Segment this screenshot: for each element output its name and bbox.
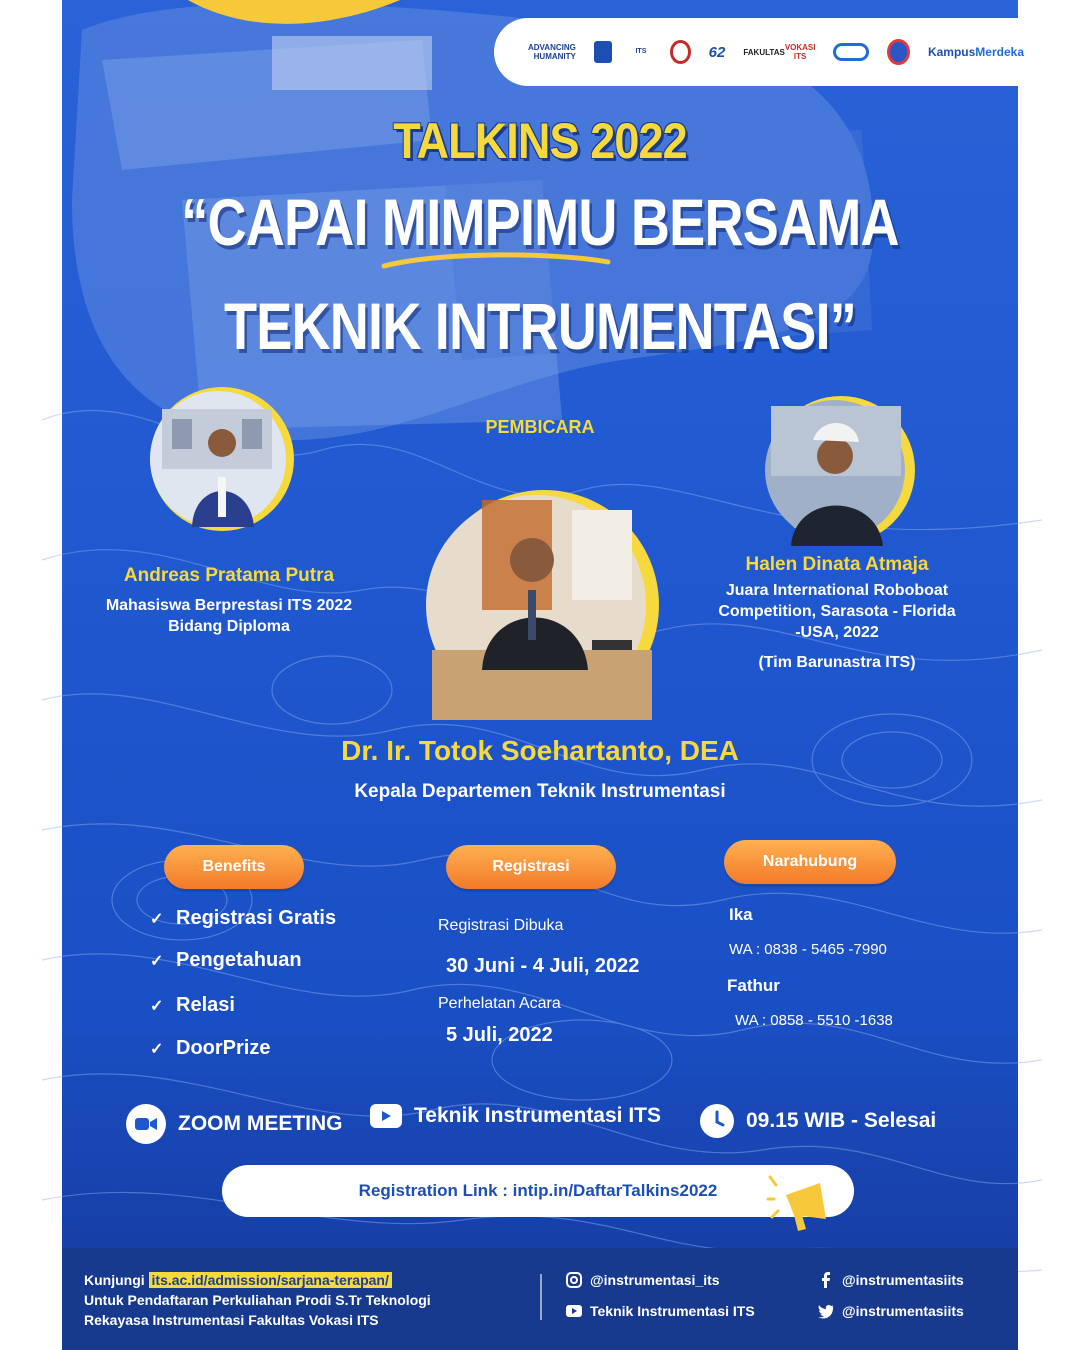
twitter-label: @instrumentasiits [842,1303,964,1319]
speaker-photo-halen [761,396,913,546]
registration-header: Registrasi [446,845,616,889]
speaker-team-halen: (Tim Barunastra ITS) [758,654,916,671]
benefit-label: Registrasi Gratis [176,907,337,929]
checkmark-icon: ✓ [150,1040,164,1058]
event-title: TALKINS 2022 [393,113,687,169]
speaker-role-halen [682,580,992,643]
youtube-icon [370,1104,402,1128]
fakultas-vokasi-logo: FAKULTAS VOKASI ITS [743,43,816,61]
headline-line-2: TEKNIK INTRUMENTASI” [223,289,857,363]
benefits-header: Benefits [164,845,304,889]
twitter-handle[interactable] [818,1303,964,1319]
footer-line: Rekayasa Instrumentasi Fakultas Vokasi ITS [84,1312,379,1328]
event-date-label: Perhelatan Acara [438,995,561,1012]
facebook-label: @instrumentasiits [842,1272,964,1288]
contact-name-ika: Ika [729,905,753,924]
youtube-icon [566,1303,582,1319]
facebook-icon [818,1272,834,1288]
megaphone-icon [768,1175,840,1237]
benefit-label: DoorPrize [176,1037,271,1059]
footer-visit-prefix: Kunjungi [84,1272,145,1288]
speaker-role-line: Competition, Sarasota - Florida [718,603,956,620]
headline-underline-swoosh [380,250,612,270]
instagram-handle[interactable] [566,1272,720,1288]
instagram-icon [566,1272,582,1288]
footer-admission-info [84,1270,431,1330]
facebook-handle[interactable] [818,1272,964,1288]
speaker-role-andreas [82,595,376,637]
speaker-name-andreas: Andreas Pratama Putra [123,565,335,586]
contact-wa-fathur: WA : 0858 - 5510 -1638 [735,1012,893,1029]
checkmark-icon: ✓ [150,997,164,1015]
instrumentasi-logo-icon [833,43,869,61]
its-logo-text: ITS [635,48,647,55]
time-info [700,1104,936,1138]
youtube-info [370,1104,661,1128]
speaker-role-line: Mahasiswa Berprestasi ITS 2022 [105,597,353,614]
benefit-item [150,949,302,972]
kampus-merdeka-logo: Kampus Merdeka [927,44,1024,59]
time-label: 09.15 WIB - Selesai [746,1109,937,1132]
speaker-role-totok: Kepala Departemen Teknik Instrumentasi [354,781,726,802]
instagram-label: @instrumentasi_its [590,1272,720,1288]
benefit-item [150,907,336,930]
checkmark-icon: ✓ [150,952,164,970]
footer-divider [540,1274,542,1320]
speaker-name-totok: Dr. Ir. Totok Soehartanto, DEA [341,735,739,766]
benefit-item [150,994,235,1017]
advancing-humanity-logo: ADVANCING HUMANITY [528,43,576,61]
poster [62,0,1024,1350]
ormawa-logo-icon [670,40,691,64]
youtube-label: Teknik Instrumentasi ITS [414,1104,662,1127]
speaker-photo-andreas [142,389,308,529]
clock-icon [700,1104,734,1138]
footer-admission-link[interactable]: its.ac.id/admission/sarjana-terapan/ [149,1272,392,1288]
registration-open-dates: 30 Juni - 4 Juli, 2022 [446,955,640,977]
footer [62,1248,1018,1350]
footer-line: Untuk Pendaftaran Perkuliahan Prodi S.Tr Teknologi [84,1292,431,1308]
contact-header: Narahubung [724,840,896,884]
speakers-label: PEMBICARA [485,417,595,437]
youtube-channel-label: Teknik Instrumentasi ITS [590,1303,755,1319]
headline-line-1: “CAPAI MIMPIMU BERSAMA [181,185,899,259]
twitter-icon [818,1303,834,1319]
benefit-label: Relasi [176,994,235,1016]
event-date: 5 Juli, 2022 [446,1024,553,1046]
speaker-role-line: -USA, 2022 [795,624,879,641]
speaker-role-line: Juara International Roboboat [725,582,949,599]
registration-link[interactable]: Registration Link : intip.in/DaftarTalkins2022 [222,1165,854,1217]
speaker-role-line: Bidang Diploma [168,618,290,635]
benefit-item [150,1037,270,1060]
himpunan-logo-icon [887,39,910,65]
speaker-photo-totok [422,490,656,720]
zoom-label: ZOOM MEETING [178,1112,343,1135]
speaker-name-halen: Halen Dinata Atmaja [745,554,929,575]
zoom-video-icon [126,1104,166,1144]
benefit-label: Pengetahuan [176,949,302,971]
contact-wa-ika: WA : 0838 - 5465 -7990 [729,941,887,958]
registration-open-label: Registrasi Dibuka [438,917,564,934]
contact-name-fathur: Fathur [727,976,780,995]
youtube-handle[interactable] [566,1303,755,1319]
checkmark-icon: ✓ [150,910,164,928]
zoom-info [126,1104,343,1144]
its-logo-icon [594,41,612,63]
partner-logo-bar [494,18,1024,86]
dies-natalis-logo-icon: 62 [708,43,726,61]
